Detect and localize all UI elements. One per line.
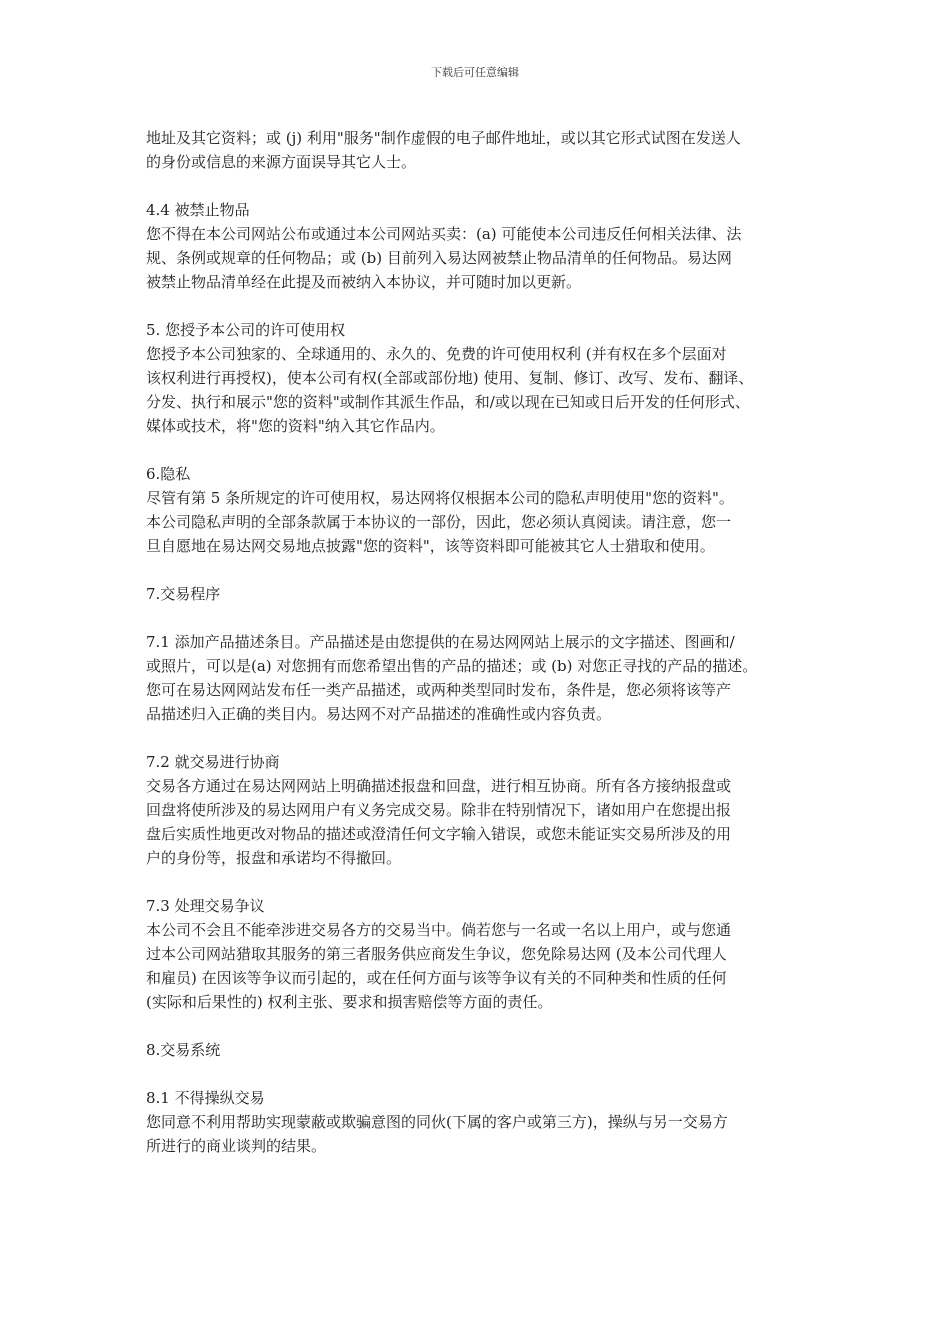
paragraph-block (146, 198, 814, 294)
text-line: 盘后实质性地更改对物品的描述或澄清任何文字输入错误，或您未能证实交易所涉及的用 (146, 825, 732, 843)
text-line: 该权利进行再授权)，使本公司有权(全部或部份地) 使用、复制、修订、改写、发布、翻译、 (146, 369, 754, 387)
header-text: 下载后可任意编辑 (431, 66, 519, 79)
paragraph-block (146, 318, 814, 438)
text-line: 您同意不利用帮助实现蒙蔽或欺骗意图的同伙(下属的客户或第三方)，操纵与另一交易方 (146, 1113, 728, 1131)
text-line: 7.交易程序 (146, 585, 221, 603)
text-line: 8.1 不得操纵交易 (146, 1089, 265, 1107)
text-line: 的身份或信息的来源方面误导其它人士。 (146, 153, 417, 171)
text-line: 7.2 就交易进行协商 (146, 753, 280, 771)
text-line: 您可在易达网网站发布任一类产品描述，或两种类型同时发布，条件是，您必须将该等产 (146, 681, 732, 699)
paragraph-block (146, 894, 814, 1014)
text-line: 5. 您授予本公司的许可使用权 (146, 321, 346, 339)
paragraph-block (146, 126, 814, 174)
text-line: 您授予本公司独家的、全球通用的、永久的、免费的许可使用权利 (并有权在多个层面对 (146, 345, 727, 363)
document-body (146, 126, 814, 1182)
text-line: 和雇员) 在因该等争议而引起的，或在任何方面与该等争议有关的不同种类和性质的任何 (146, 969, 727, 987)
text-line: 4.4 被禁止物品 (146, 201, 250, 219)
paragraph-block (146, 750, 814, 870)
text-line: 尽管有第 5 条所规定的许可使用权，易达网将仅根据本公司的隐私声明使用"您的资料"。 (146, 489, 734, 507)
text-line: 本公司不会且不能牵涉进交易各方的交易当中。倘若您与一名或一名以上用户，或与您通 (146, 921, 732, 939)
text-line: 交易各方通过在易达网网站上明确描述报盘和回盘，进行相互协商。所有各方接纳报盘或 (146, 777, 732, 795)
text-line: 本公司隐私声明的全部条款属于本协议的一部份，因此，您必须认真阅读。请注意，您一 (146, 513, 732, 531)
text-line: 旦自愿地在易达网交易地点披露"您的资料"，该等资料即可能被其它人士猎取和使用。 (146, 537, 715, 555)
text-line: 过本公司网站猎取其服务的第三者服务供应商发生争议，您免除易达网 (及本公司代理人 (146, 945, 727, 963)
page-header (0, 66, 950, 80)
paragraph-block (146, 1038, 814, 1062)
text-line: 规、条例或规章的任何物品；或 (b) 目前列入易达网被禁止物品清单的任何物品。易达网 (146, 249, 732, 267)
paragraph-block (146, 1086, 814, 1158)
text-line: 户的身份等，报盘和承诺均不得撤回。 (146, 849, 402, 867)
paragraph-block (146, 582, 814, 606)
text-line: 媒体或技术，将"您的资料"纳入其它作品内。 (146, 417, 445, 435)
text-line: 品描述归入正确的类目内。易达网不对产品描述的准确性或内容负责。 (146, 705, 612, 723)
text-line: (实际和后果性的) 权利主张、要求和损害赔偿等方面的责任。 (146, 993, 553, 1011)
text-line: 您不得在本公司网站公布或通过本公司网站买卖：(a) 可能使本公司违反任何相关法律、法 (146, 225, 742, 243)
text-line: 分发、执行和展示"您的资料"或制作其派生作品，和/或以现在已知或日后开发的任何形式、 (146, 393, 750, 411)
text-line: 7.1 添加产品描述条目。产品描述是由您提供的在易达网网站上展示的文字描述、图画和/ (146, 633, 735, 651)
text-line: 6.隐私 (146, 465, 191, 483)
text-line: 7.3 处理交易争议 (146, 897, 265, 915)
text-line: 或照片，可以是(a) 对您拥有而您希望出售的产品的描述；或 (b) 对您正寻找的产品的描述。 (146, 657, 758, 675)
text-line: 8.交易系统 (146, 1041, 221, 1059)
text-line: 地址及其它资料；或 (j) 利用"服务"制作虚假的电子邮件地址，或以其它形式试图在发送人 (146, 129, 741, 147)
text-line: 回盘将使所涉及的易达网用户有义务完成交易。除非在特别情况下，诸如用户在您提出报 (146, 801, 732, 819)
paragraph-block (146, 462, 814, 558)
paragraph-block (146, 630, 814, 726)
text-line: 被禁止物品清单经在此提及而被纳入本协议，并可随时加以更新。 (146, 273, 582, 291)
text-line: 所进行的商业谈判的结果。 (146, 1137, 327, 1155)
